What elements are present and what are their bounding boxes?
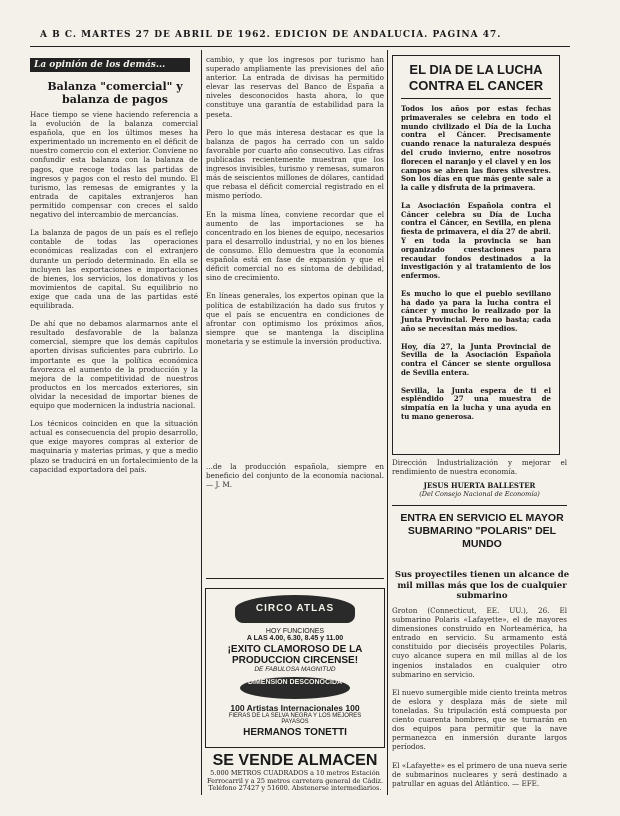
circus-times: A LAS 4.00, 6.30, 8.45 y 11.00 xyxy=(246,635,344,642)
masthead: A B C. MARTES 27 DE ABRIL DE 1962. EDICION DE ANDALUCIA. PAGINA 47. xyxy=(40,30,502,40)
submarine-body: Groton (Connecticut, EE. UU.), 26. El submarino Polaris «Lafayette», el de mayores dimensiones construido en Norteamérica, ha entrado en servicio. Su armamento está constituido por dieciséis proyectiles Polaris, cuyo alcance supera en mil millas al de los ingenios instalados en cualquier otro submarino en servicio. El nuevo sumergible mide ciento treinta metros de eslora y desplaza más de siete mil toneladas. Su tripulación está compuesta por ciento cuarenta hombres, que se turnarán en dos equipos para permitir que la nave permanezca en inmersión durante largos períodos. El «Lafayette» es el primero de una nueva serie de submarinos nucleares y será destinado a patrullar en aguas del Atlántico. — EFE. xyxy=(392,606,567,788)
submarine-headline: ENTRA EN SERVICIO EL MAYOR SUBMARINO "POLARIS" DEL MUNDO xyxy=(400,512,564,550)
submarine-subheadline: Sus proyectiles tienen un alcance de mil millas más que los de cualquier submarino xyxy=(394,570,570,601)
masthead-rule xyxy=(30,46,570,47)
cancer-title: EL DIA DE LA LUCHA CONTRA EL CANCER xyxy=(408,62,544,93)
warehouse-title: SE VENDE ALMACEN xyxy=(212,752,378,769)
circus-artists: 100 Artistas Internacionales 100 xyxy=(230,703,360,713)
left-article-body: Hace tiempo se viene haciendo referencia a la evolución de la balanza comercial española, que en los últimos meses ha experimentado un incremento en el déficit de nuestro comercio con el exterior. Conviene no confundir esta balanza con la balanza de pagos, que recoge todas las partidas de ingresos y pagos con el resto del mundo. El turismo, las remesas de emigrantes y la entrada de capitales extranjeros han permitido compensar con creces el saldo negativo del intercambio de mercancías. La balanza de pagos de un país es el reflejo contable de todas las operaciones económicas realizadas con el extranjero durante un período determinado. En ella se incluyen las exportaciones e importaciones de bienes, los servicios, los donativos y los movimientos de capital. Su equilibrio no exige que cada una de las partidas esté equilibrada. De ahí que no debamos alarmarnos ante el resultado desfavorable de la balanza comercial, siempre que los demás capítulos aporten divisas suficientes para cubrirlo. Lo importante es que la política económica favorezca el aumento de la producción y la mejora de la competitividad de nuestros productos en los mercados exteriores, sin olvidar la necesidad de importar bienes de equipo que modernicen la industria nacional. Los técnicos coinciden en que la situación actual es consecuencia del propio desarrollo, que exige mayores compras al exterior de maquinaria y materias primas, y que a medio plazo se traducirá en un fortalecimiento de la capacidad exportadora del país. xyxy=(30,110,198,474)
circus-times-label: HOY FUNCIONES xyxy=(265,628,325,635)
circus-advertisement xyxy=(205,588,385,748)
circus-headline-2: PRODUCCION CIRCENSE! xyxy=(231,655,359,666)
column-divider-1 xyxy=(201,50,202,795)
circus-headline-1: ¡EXITO CLAMOROSO DE LA xyxy=(227,644,363,655)
middle-article-body: cambio, y que los ingresos por turismo han superado ampliamente las previsiones del año anterior. La entrada de divisas ha permitido elevar las reservas del Banco de España a niveles desconocidos hasta ahora, lo que constituye una garantía de estabilidad para la peseta. Pero lo que más interesa destacar es que la balanza de pagos ha cerrado con un saldo favorable por cuarto año consecutivo. Las cifras publicadas recientemente muestran que los ingresos invisibles, turismo y remesas, sumaron más de seiscientos millones de dólares, cantidad que rebasa el déficit comercial registrado en el mismo período. En la misma línea, conviene recordar que el aumento de las importaciones se ha concentrado en los bienes de equipo, necesarios para el desarrollo industrial, y no en los bienes de consumo. Ello demuestra que la economía española está en fase de expansión y que el déficit comercial no es síntoma de debilidad, sino de crecimiento. En líneas generales, los expertos opinan que la política de estabilización ha dado sus frutos y que el país se encuentra en condiciones de afrontar con optimismo los próximos años, siempre que se mantenga la disciplina monetaria y se estimule la inversión productiva. xyxy=(206,55,384,346)
right-note-source: (Del Consejo Nacional de Economía) xyxy=(419,490,540,498)
circus-fieras: FIERAS DE LA SELVA NEGRA Y LOS MEJORES PAYASOS xyxy=(228,713,362,725)
middle-separator xyxy=(206,578,384,579)
right-separator xyxy=(392,505,567,506)
circus-brothers: HERMANOS TONETTI xyxy=(243,727,347,738)
column-divider-2 xyxy=(387,50,388,795)
cancer-body: Todos los años por estas fechas primaverales se celebra en todo el mundo civilizado el Día de la Lucha contra el Cáncer. Precisamente cuando renace la naturaleza después del crudo invierno, entre nosotros florecen el naranjo y el clavel y en los campos se abren las flores silvestres. Son los días en que más gente sale a la calle y disfruta de la primavera. La Asociación Española contra el Cáncer celebra su Día de Lucha contra el Cáncer, en Sevilla, en plena fiesta de primavera, el día 27 de abril. Y en toda la provincia se han organizado cuestaciones para recaudar fondos destinados a la investigación y al tratamiento de los enfermos. Es mucho lo que el pueblo sevillano ha dado ya para la lucha contra el cáncer y mucho lo realizado por la Junta Provincial. Pero no basta; cada año se necesitan más medios. Hoy, día 27, la Junta Provincial de Sevilla de la Asociación Española contra el Cáncer se siente orgullosa de Sevilla entera. Sevilla, la Junta espera de ti el espléndido 27 una muestra de simpatía en la lucha y una ayuda en tu mano generosa. xyxy=(401,104,551,421)
circus-oval: DIMENSION DESCONOCIDA xyxy=(240,677,350,699)
section-label: La opinión de los demás... xyxy=(30,58,190,72)
right-note-author: JESUS HUERTA BALLESTER xyxy=(423,481,536,490)
cancer-title-rule xyxy=(401,98,551,99)
left-headline: Balanza "comercial" y balanza de pagos xyxy=(47,80,183,106)
circus-banner: CIRCO ATLAS xyxy=(235,595,355,623)
circus-tag: DE FABULOSA MAGNITUD xyxy=(254,666,336,673)
right-note-body: Dirección Industrialización y mejorar el rendimiento de nuestra economía. xyxy=(392,458,570,477)
warehouse-details: 5.000 METROS CUADRADOS a 10 metros Estación Ferrocarril y a 25 metros carretera general de Cádiz. Teléfono 27427 y 51600. Abstenerse intermediarios. xyxy=(206,769,384,792)
middle-article-end: ...de la producción española, siempre en beneficio del conjunto de la economía nacional. — J. M. xyxy=(206,462,387,490)
cancer-day-box xyxy=(392,55,560,455)
warehouse-advertisement xyxy=(205,752,385,792)
